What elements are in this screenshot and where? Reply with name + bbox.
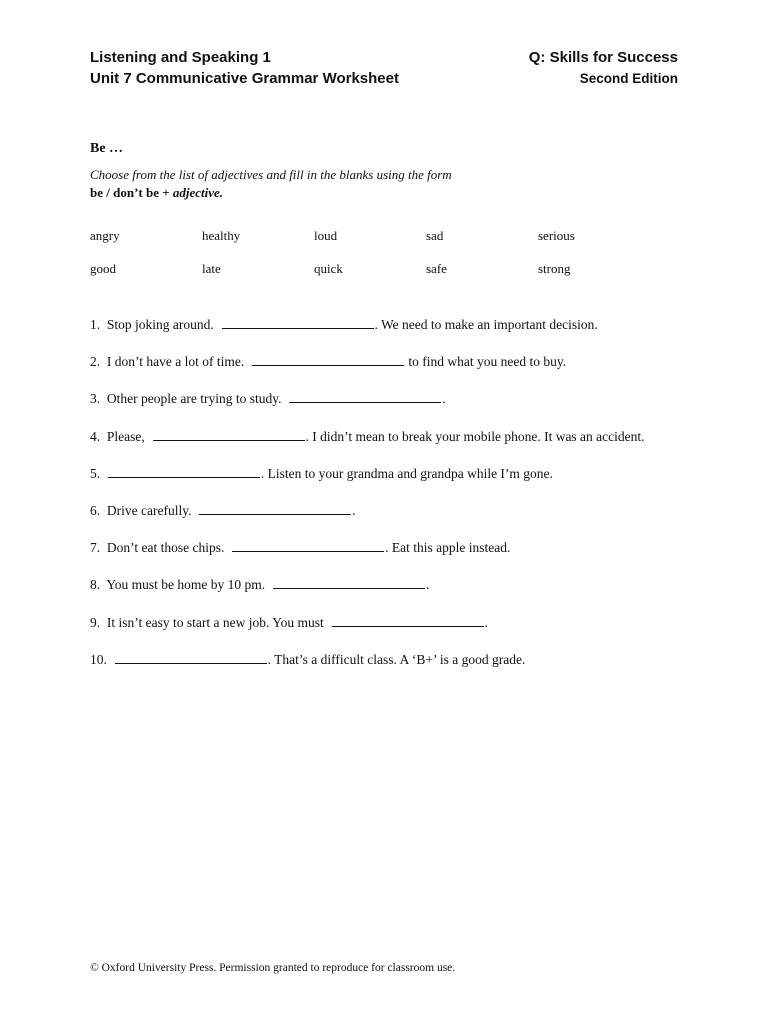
exercise-item	[90, 466, 690, 503]
item-number: 2.	[90, 354, 101, 370]
word-bank-item: good	[90, 261, 116, 276]
word-bank	[90, 228, 650, 294]
word-bank-item: serious	[538, 228, 575, 243]
item-number: 1.	[90, 317, 101, 332]
word-bank-item: quick	[314, 261, 343, 276]
exercise-item	[90, 615, 690, 652]
item-text-before: Stop joking around.	[106, 317, 214, 332]
answer-blank[interactable]	[332, 615, 484, 627]
word-bank-item: angry	[90, 228, 120, 243]
item-text-before: Please,	[106, 428, 145, 444]
edition-label: Second Edition	[579, 71, 678, 86]
item-text-before: It isn’t easy to start a new job. You must	[106, 614, 324, 630]
answer-blank[interactable]	[232, 540, 384, 552]
item-number: 5.	[90, 465, 101, 481]
item-number: 6.	[90, 502, 101, 518]
exercise-item	[90, 354, 690, 391]
word-bank-item: sad	[426, 228, 444, 243]
answer-blank[interactable]	[199, 503, 351, 515]
instruction-text: Choose from the list of adjectives and fill in the blanks using the form	[90, 167, 452, 182]
answer-blank[interactable]	[153, 429, 305, 441]
item-text-before: I don’t have a lot of time.	[106, 354, 245, 370]
section-title: Be …	[90, 141, 124, 156]
item-text-after: .	[484, 614, 488, 630]
item-text-after: . Eat this apple instead.	[385, 540, 511, 556]
answer-blank[interactable]	[252, 354, 404, 366]
course-title: Listening and Speaking 1	[90, 49, 271, 66]
item-text-after: . Listen to your grandma and grandpa while I’m gone.	[260, 465, 553, 481]
form-prefix: be / don’t be +	[90, 185, 173, 200]
item-text-after: . That’s a difficult class. A ‘B+’ is a good grade.	[267, 651, 526, 667]
exercise-item	[90, 391, 690, 428]
exercise-list	[90, 317, 690, 689]
answer-blank[interactable]	[222, 317, 374, 329]
word-bank-item: loud	[314, 228, 338, 243]
item-number: 7.	[90, 540, 101, 556]
item-number: 4.	[90, 428, 101, 444]
form-adjective: adjective.	[172, 185, 224, 200]
item-text-after: . I didn’t mean to break your mobile phone. It was an accident.	[305, 428, 645, 444]
exercise-item	[90, 540, 690, 577]
item-text-before: Drive carefully.	[106, 502, 192, 518]
answer-blank[interactable]	[273, 577, 425, 589]
item-number: 8.	[90, 577, 101, 593]
word-bank-item: healthy	[202, 228, 241, 243]
item-text-after: .	[425, 577, 430, 593]
answer-blank[interactable]	[115, 652, 267, 664]
answer-blank[interactable]	[108, 466, 260, 478]
exercise-item	[90, 317, 690, 354]
word-bank-item: strong	[538, 261, 571, 276]
item-number: 3.	[90, 391, 101, 407]
worksheet-title: Unit 7 Communicative Grammar Worksheet	[90, 70, 399, 87]
item-text-after: to find what you need to buy.	[404, 354, 567, 370]
word-bank-item: safe	[426, 261, 447, 276]
series-title: Q: Skills for Success	[528, 49, 678, 66]
item-text-before: You must be home by 10 pm.	[106, 577, 266, 593]
instruction-form	[90, 185, 223, 201]
exercise-item	[90, 429, 690, 466]
copyright-footer: © Oxford University Press. Permission granted to reproduce for classroom use.	[90, 962, 456, 974]
item-text-after: .	[352, 502, 356, 518]
answer-blank[interactable]	[289, 391, 441, 403]
item-number: 9.	[90, 614, 101, 630]
item-text-before: Other people are trying to study.	[106, 391, 282, 407]
exercise-item	[90, 577, 690, 614]
item-text-after: . We need to make an important decision.	[374, 317, 598, 332]
word-bank-item: late	[202, 261, 221, 276]
word-bank-row	[90, 228, 650, 261]
item-text-after: .	[442, 391, 446, 407]
item-number: 10.	[90, 651, 107, 667]
exercise-item	[90, 652, 690, 689]
exercise-item	[90, 503, 690, 540]
word-bank-row	[90, 261, 650, 294]
item-text-before: Don’t eat those chips.	[106, 540, 225, 556]
